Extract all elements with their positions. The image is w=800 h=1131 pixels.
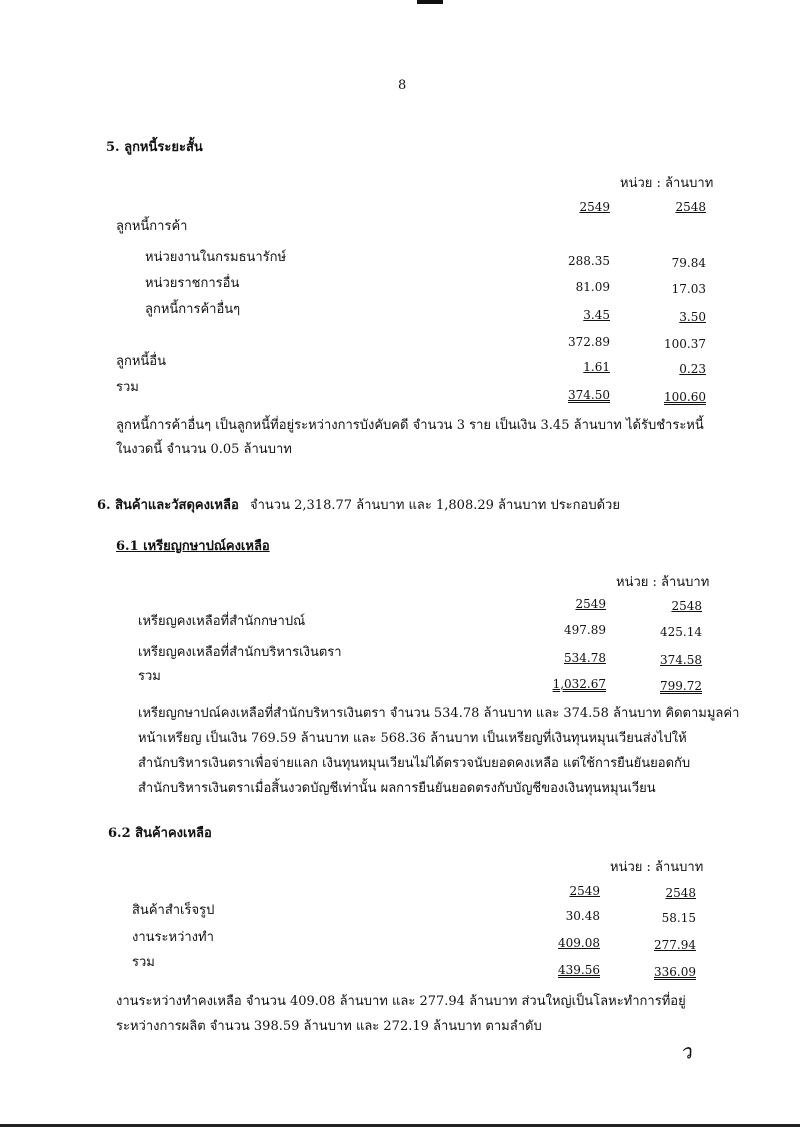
section-5-note-line: ลูกหนี้การค้าอื่นๆ เป็นลูกหนี้ที่อยู่ระหว่างการบังคับคดี จำนวน 3 ราย เป็นเงิน 3.45 ล้านบาท ได้รับชำระหนี้ (116, 418, 704, 433)
section-5-title: 5. ลูกหนี้ระยะสั้น (106, 140, 203, 155)
section-6-2-total-a: 439.56 (558, 963, 600, 977)
section-6-1-total-label: รวม (138, 669, 161, 684)
section-5-row-b: 3.50 (679, 310, 706, 324)
section-6-2-unit: หน่วย : ล้านบาท (610, 860, 704, 875)
section-6-1-row-label: เหรียญคงเหลือที่สำนักกษาปณ์ (138, 614, 306, 629)
section-6-2-row-a: 30.48 (565, 909, 600, 923)
section-5-note-line: ในงวดนี้ จำนวน 0.05 ล้านบาท (116, 442, 292, 457)
section-5-other-a: 1.61 (583, 360, 610, 374)
section-5-row-a: 288.35 (568, 254, 610, 268)
section-6-1-title: 6.1 เหรียญกษาปณ์คงเหลือ (116, 539, 270, 554)
section-6-1-note-line: สำนักบริหารเงินตราเมื่อสิ้นงวดบัญชีเท่านั้น ผลการยืนยันยอดตรงกับบัญชีของเงินทุนหมุนเวียน (138, 781, 656, 796)
section-6-2-row-b: 58.15 (661, 911, 696, 925)
section-6-1-total-b: 799.72 (660, 679, 702, 693)
section-6-2-year-a: 2549 (569, 884, 600, 898)
section-6-1-row-b: 425.14 (660, 625, 702, 639)
section-5-row-b: 17.03 (671, 282, 706, 296)
section-6-1-row-label: เหรียญคงเหลือที่สำนักบริหารเงินตรา (138, 645, 342, 660)
section-5-year-b: 2548 (675, 200, 706, 214)
section-6-1-note-line: หน้าเหรียญ เป็นเงิน 769.59 ล้านบาท และ 568.36 ล้านบาท เป็นเหรียญที่เงินทุนหมุนเวียนส่งไปให้ (138, 731, 687, 746)
section-6-1-row-b: 374.58 (660, 653, 702, 667)
section-6-title: 6. สินค้าและวัสดุคงเหลือ (97, 498, 239, 513)
section-6-1-total-a: 1,032.67 (552, 677, 606, 691)
section-6-1-row-a: 497.89 (564, 623, 606, 637)
section-5-subtotal-a: 372.89 (568, 335, 610, 349)
section-6-1-note-line: สำนักบริหารเงินตราเพื่อจ่ายแลก เงินทุนหมุนเวียนไม่ได้ตรวจนับยอดคงเหลือ แต่ใช้การยืนยันยอดกับ (138, 756, 691, 771)
section-6-2-title: 6.2 สินค้าคงเหลือ (108, 826, 212, 841)
section-5-total-label: รวม (116, 380, 139, 395)
section-5-row-label: หน่วยราชการอื่น (145, 276, 240, 291)
section-5-other-label: ลูกหนี้อื่น (116, 354, 166, 369)
section-6-2-note-line: ระหว่างการผลิต จำนวน 398.59 ล้านบาท และ 272.19 ล้านบาท ตามลำดับ (116, 1019, 542, 1034)
section-6-2-total-label: รวม (132, 955, 155, 970)
section-6-intro: จำนวน 2,318.77 ล้านบาท และ 1,808.29 ล้านบาท ประกอบด้วย (250, 498, 620, 513)
section-6-2-row-b: 277.94 (654, 938, 696, 952)
section-6-2-note-line: งานระหว่างทำคงเหลือ จำนวน 409.08 ล้านบาท และ 277.94 ล้านบาท ส่วนใหญ่เป็นโลหะทำการที่อยู่ (116, 994, 686, 1009)
section-5-other-b: 0.23 (679, 362, 706, 376)
section-5-trade-label: ลูกหนี้การค้า (116, 219, 188, 234)
initials-signature: ว (677, 1039, 694, 1065)
section-6-1-year-b: 2548 (671, 599, 702, 613)
section-6-2-total-b: 336.09 (654, 965, 696, 979)
section-5-row-label: ลูกหนี้การค้าอื่นๆ (145, 302, 241, 317)
section-5-row-a: 3.45 (583, 308, 610, 322)
section-6-1-unit: หน่วย : ล้านบาท (616, 575, 710, 590)
section-5-year-a: 2549 (579, 200, 610, 214)
section-6-2-row-label: งานระหว่างทำ (132, 930, 214, 945)
section-5-total-a: 374.50 (568, 388, 610, 402)
section-5-row-b: 79.84 (671, 256, 706, 270)
section-6-1-note-line: เหรียญกษาปณ์คงเหลือที่สำนักบริหารเงินตรา จำนวน 534.78 ล้านบาท และ 374.58 ล้านบาท คิดตามมูลค่า (138, 706, 740, 721)
section-5-row-a: 81.09 (575, 280, 610, 294)
section-5-total-b: 100.60 (664, 390, 706, 404)
page-number: 8 (398, 78, 407, 93)
bottom-edge-mark (0, 1124, 800, 1127)
section-6-1-row-a: 534.78 (564, 651, 606, 665)
section-6-2-year-b: 2548 (665, 886, 696, 900)
section-5-row-label: หน่วยงานในกรมธนารักษ์ (145, 250, 287, 265)
top-edge-mark (417, 0, 443, 4)
section-6-2-row-a: 409.08 (558, 936, 600, 950)
section-5-unit: หน่วย : ล้านบาท (620, 176, 714, 191)
section-6-1-year-a: 2549 (575, 597, 606, 611)
section-5-subtotal-b: 100.37 (664, 337, 706, 351)
section-6-2-row-label: สินค้าสำเร็จรูป (132, 903, 215, 918)
